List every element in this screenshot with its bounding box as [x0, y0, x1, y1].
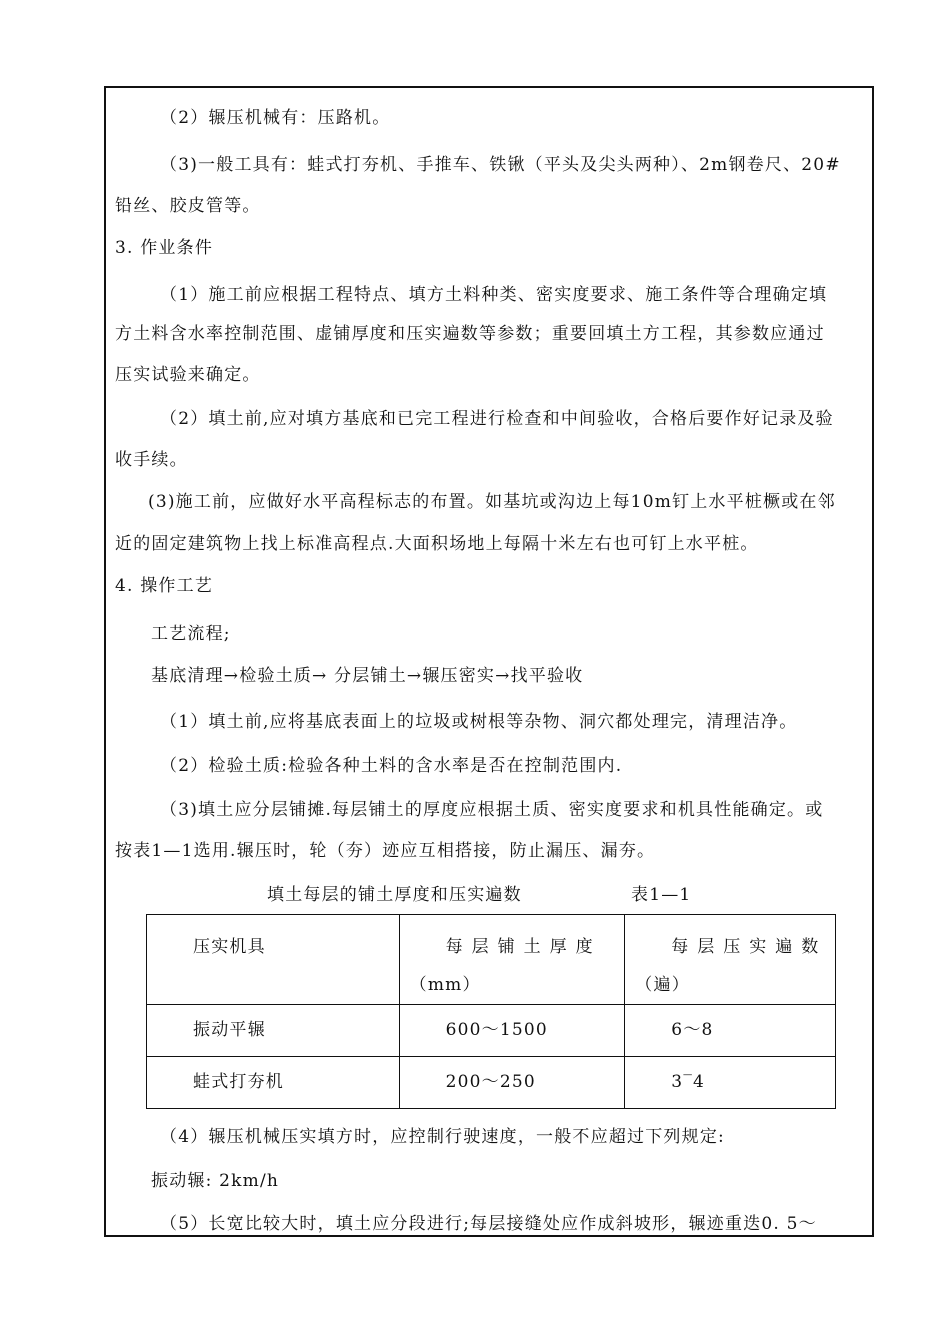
text-line: 振动辗: 2km/h	[151, 1171, 280, 1191]
text-line: 方土料含水率控制范围、虚铺厚度和压实遍数等参数；重要回填土方工程，其参数应通过	[115, 324, 825, 344]
table-header-cell	[625, 915, 836, 1005]
header-passes: 每层压实遍数	[671, 937, 828, 957]
text-line: （2）检验土质:检验各种土料的含水率是否在控制范围内.	[160, 756, 623, 776]
header-passes-unit: （遍）	[635, 975, 690, 995]
table-header-cell	[147, 915, 400, 1005]
text-line: 压实试验来确定。	[115, 365, 261, 385]
table-cell	[399, 1005, 625, 1057]
text-line: 按表1—1选用.辗压时，轮（夯）迹应互相搭接，防止漏压、漏夯。	[115, 841, 656, 861]
table-cell	[147, 1005, 400, 1057]
table-header-cell	[399, 915, 625, 1005]
text-line: 铅丝、胶皮管等。	[115, 196, 261, 216]
table-cell	[625, 1057, 836, 1109]
text-line: （1）填土前,应将基底表面上的垃圾或树根等杂物、洞穴都处理完，清理洁净。	[160, 712, 798, 732]
text-line: （1）施工前应根据工程特点、填方土料种类、密实度要求、施工条件等合理确定填	[160, 285, 828, 305]
text-line: （2）辗压机械有：压路机。	[160, 108, 391, 128]
compaction-table	[146, 914, 836, 1109]
table-caption: 填土每层的铺土厚度和压实遍数	[267, 885, 522, 905]
table-cell	[147, 1057, 400, 1109]
text-line: 近的固定建筑物上找上标准高程点.大面积场地上每隔十米左右也可钉上水平桩。	[115, 534, 759, 554]
header-thickness-unit: （mm）	[409, 975, 481, 995]
table-row	[147, 1057, 836, 1109]
pass-count: 3‾4	[671, 1072, 706, 1092]
text-line: （3)一般工具有：蛙式打夯机、手推车、铁锹（平头及尖头两种）、2m钢卷尺、20#	[160, 155, 841, 175]
text-line: 收手续。	[115, 450, 188, 470]
table-number: 表1—1	[631, 885, 692, 905]
machine-name: 振动平辗	[193, 1020, 266, 1040]
layer-thickness: 600～1500	[445, 1020, 548, 1040]
text-line: (3)施工前，应做好水平高程标志的布置。如基坑或沟边上每10m钉上水平桩橛或在邻	[148, 492, 836, 512]
text-line: （2）填土前,应对填方基底和已完工程进行检查和中间验收，合格后要作好记录及验	[160, 409, 834, 429]
text-line: （5）长宽比较大时，填土应分段进行;每层接缝处应作成斜坡形，辗迹重迭0. 5～	[160, 1214, 817, 1234]
header-thickness: 每层铺土厚度	[445, 937, 602, 957]
machine-name: 蛙式打夯机	[193, 1072, 284, 1092]
text-line: （3)填土应分层铺摊.每层铺土的厚度应根据土质、密实度要求和机具性能确定。或	[160, 800, 824, 820]
section-heading: 3. 作业条件	[115, 238, 214, 258]
text-line: 工艺流程;	[151, 624, 231, 644]
table-header-row	[147, 915, 836, 1005]
header-machine: 压实机具	[193, 937, 266, 957]
text-line: （4）辗压机械压实填方时，应控制行驶速度，一般不应超过下列规定:	[160, 1127, 725, 1147]
pass-count: 6～8	[671, 1020, 714, 1040]
table-cell	[625, 1005, 836, 1057]
table-cell	[399, 1057, 625, 1109]
section-heading: 4. 操作工艺	[115, 576, 214, 596]
table-row	[147, 1005, 836, 1057]
layer-thickness: 200～250	[445, 1072, 536, 1092]
process-flow: 基底清理→检验土质→ 分层铺土→辗压密实→找平验收	[151, 666, 584, 686]
